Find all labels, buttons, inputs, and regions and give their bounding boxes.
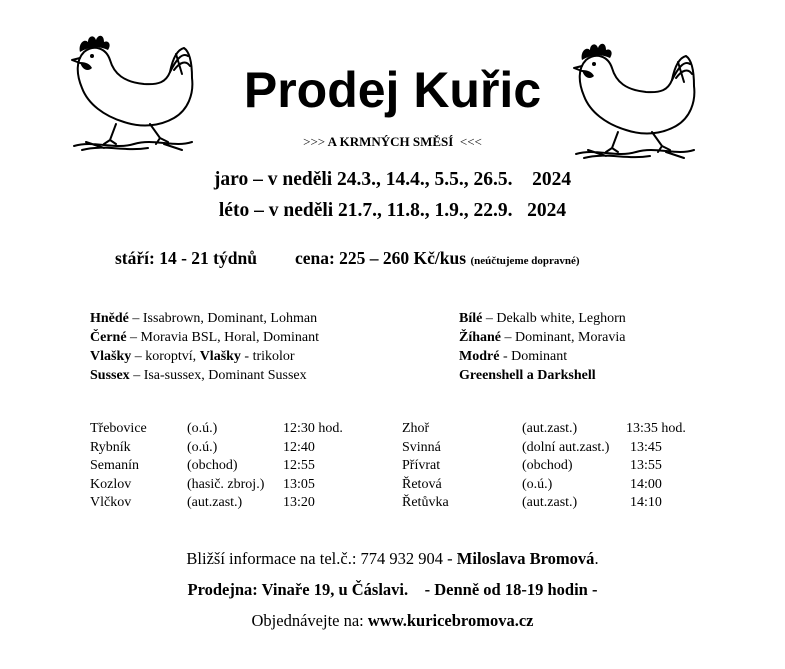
stop-time: 12:30 hod. [283,421,343,436]
breed-item [459,309,626,328]
stop-row [90,420,343,439]
breed-item [459,347,626,366]
separator: – [131,349,146,364]
price-note: (neúčtujeme dopravné) [470,255,580,267]
stop-place: Rybník [90,439,131,455]
breed-name: Hnědé [90,311,129,326]
stop-row [402,457,686,476]
stop-time: 14:00 [630,476,662,492]
breeds-list-left [90,309,319,385]
stop-row [402,494,686,513]
separator: - [499,349,512,364]
stop-row [402,476,686,495]
stop-place: Svinná [402,439,441,455]
stop-place: Kozlov [90,476,132,492]
stop-time: 13:05 [283,476,315,492]
subtitle-text: A KRMNÝCH SMĚSÍ [327,134,454,149]
breed-desc: Dominant, Moravia [515,330,626,345]
season-year: 2024 [532,169,572,190]
separator: – [128,311,143,326]
breed-name: Greenshell a Darkshell [459,368,596,383]
contact-name: Miloslava Bromová [456,549,595,568]
separator: – [129,368,144,383]
age-info: stáří: 14 - 21 týdnů [115,248,257,268]
stops-table-right [402,420,686,513]
breed-item [90,366,319,385]
breed-desc: Moravia BSL, Horal, Dominant [140,330,320,345]
stop-row [90,457,343,476]
stop-time: 13:35 hod. [626,421,686,436]
stop-place: Vlčkov [90,495,132,510]
season-dates: – v neděli 21.7., 11.8., 1.9., 22.9. [249,200,513,221]
stop-row [402,439,686,458]
punctuation: . [594,549,599,568]
breed-name: Černé [90,330,127,345]
stop-location: (dolní aut.zast.) [522,439,610,455]
stop-location: (obchod) [187,458,238,473]
stop-place: Semanín [90,458,139,473]
breed-desc: - trikolor [240,349,295,364]
separator: – [501,330,516,345]
breed-desc: Isa-sussex, Dominant Sussex [143,368,307,383]
stop-location: (aut.zast.) [522,421,578,436]
breed-name: Vlašky [199,349,241,364]
breed-name: Bílé [459,311,483,326]
stop-place: Přívrat [402,458,441,473]
stop-location: (aut.zast.) [187,495,243,510]
stops-table-left [90,420,343,513]
stop-time: 13:20 [283,495,315,510]
breed-name: Modré [459,349,500,364]
contact-phone: Bližší informace na tel.č.: 774 932 904 - [186,549,457,568]
website-link[interactable]: www.kuricebromova.cz [367,611,534,630]
spring-dates [0,167,785,193]
page-title: Prodej Kuřic [243,62,542,118]
stop-time: 12:40 [283,439,315,455]
stop-time: 12:55 [283,458,315,473]
stop-location: (o.ú.) [522,476,553,492]
separator: – [482,311,497,326]
separator: – [126,330,141,345]
breed-desc: koroptví, [145,349,200,364]
stop-row [90,439,343,458]
subtitle-prefix: >>> [303,134,326,149]
shop-line [0,579,785,601]
shop-hours: - Denně od 18-19 hodin - [424,580,598,599]
breed-name: Sussex [90,368,130,383]
breed-desc: Dekalb white, Leghorn [496,311,626,326]
stop-location: (o.ú.) [187,439,218,455]
stop-place: Zhoř [402,421,430,436]
stop-location: (aut.zast.) [522,495,578,510]
stop-time: 13:55 [630,458,662,473]
stop-place: Řetová [402,476,442,492]
season-dates: – v neděli 24.3., 14.4., 5.5., 26.5. [248,169,513,190]
breeds-list-right [459,309,626,385]
breed-name: Žíhané [459,330,502,345]
stop-row [90,494,343,513]
breed-item [90,309,319,328]
breed-name: Vlašky [90,349,132,364]
breed-item [90,328,319,347]
stop-row [402,420,686,439]
stop-row [90,476,343,495]
subtitle-suffix: <<< [459,134,482,149]
breed-desc: Issabrown, Dominant, Lohman [142,311,318,326]
breed-item [90,347,319,366]
stop-location: (obchod) [522,458,573,473]
season-label: jaro [213,169,249,190]
stop-location: (o.ú.) [187,421,218,436]
stop-time: 13:45 [630,439,662,455]
stop-place: Řetůvka [402,495,449,510]
stop-location: (hasič. zbroj.) [187,476,265,492]
subtitle [0,133,785,151]
breed-item [459,328,626,347]
contact-line [0,548,785,570]
stop-time: 14:10 [630,495,662,510]
shop-address: Prodejna: Vinaře 19, u Čáslavi. [187,580,409,599]
breed-desc: Dominant [511,349,568,364]
breed-item [459,366,626,385]
order-label: Objednávejte na: [251,611,368,630]
order-line [0,610,785,632]
stop-place: Třebovice [90,421,147,436]
season-label: léto [218,200,250,221]
summer-dates [0,198,785,224]
age-price-row [115,246,580,273]
season-year: 2024 [527,200,567,221]
price-info: cena: 225 – 260 Kč/kus [294,248,467,268]
